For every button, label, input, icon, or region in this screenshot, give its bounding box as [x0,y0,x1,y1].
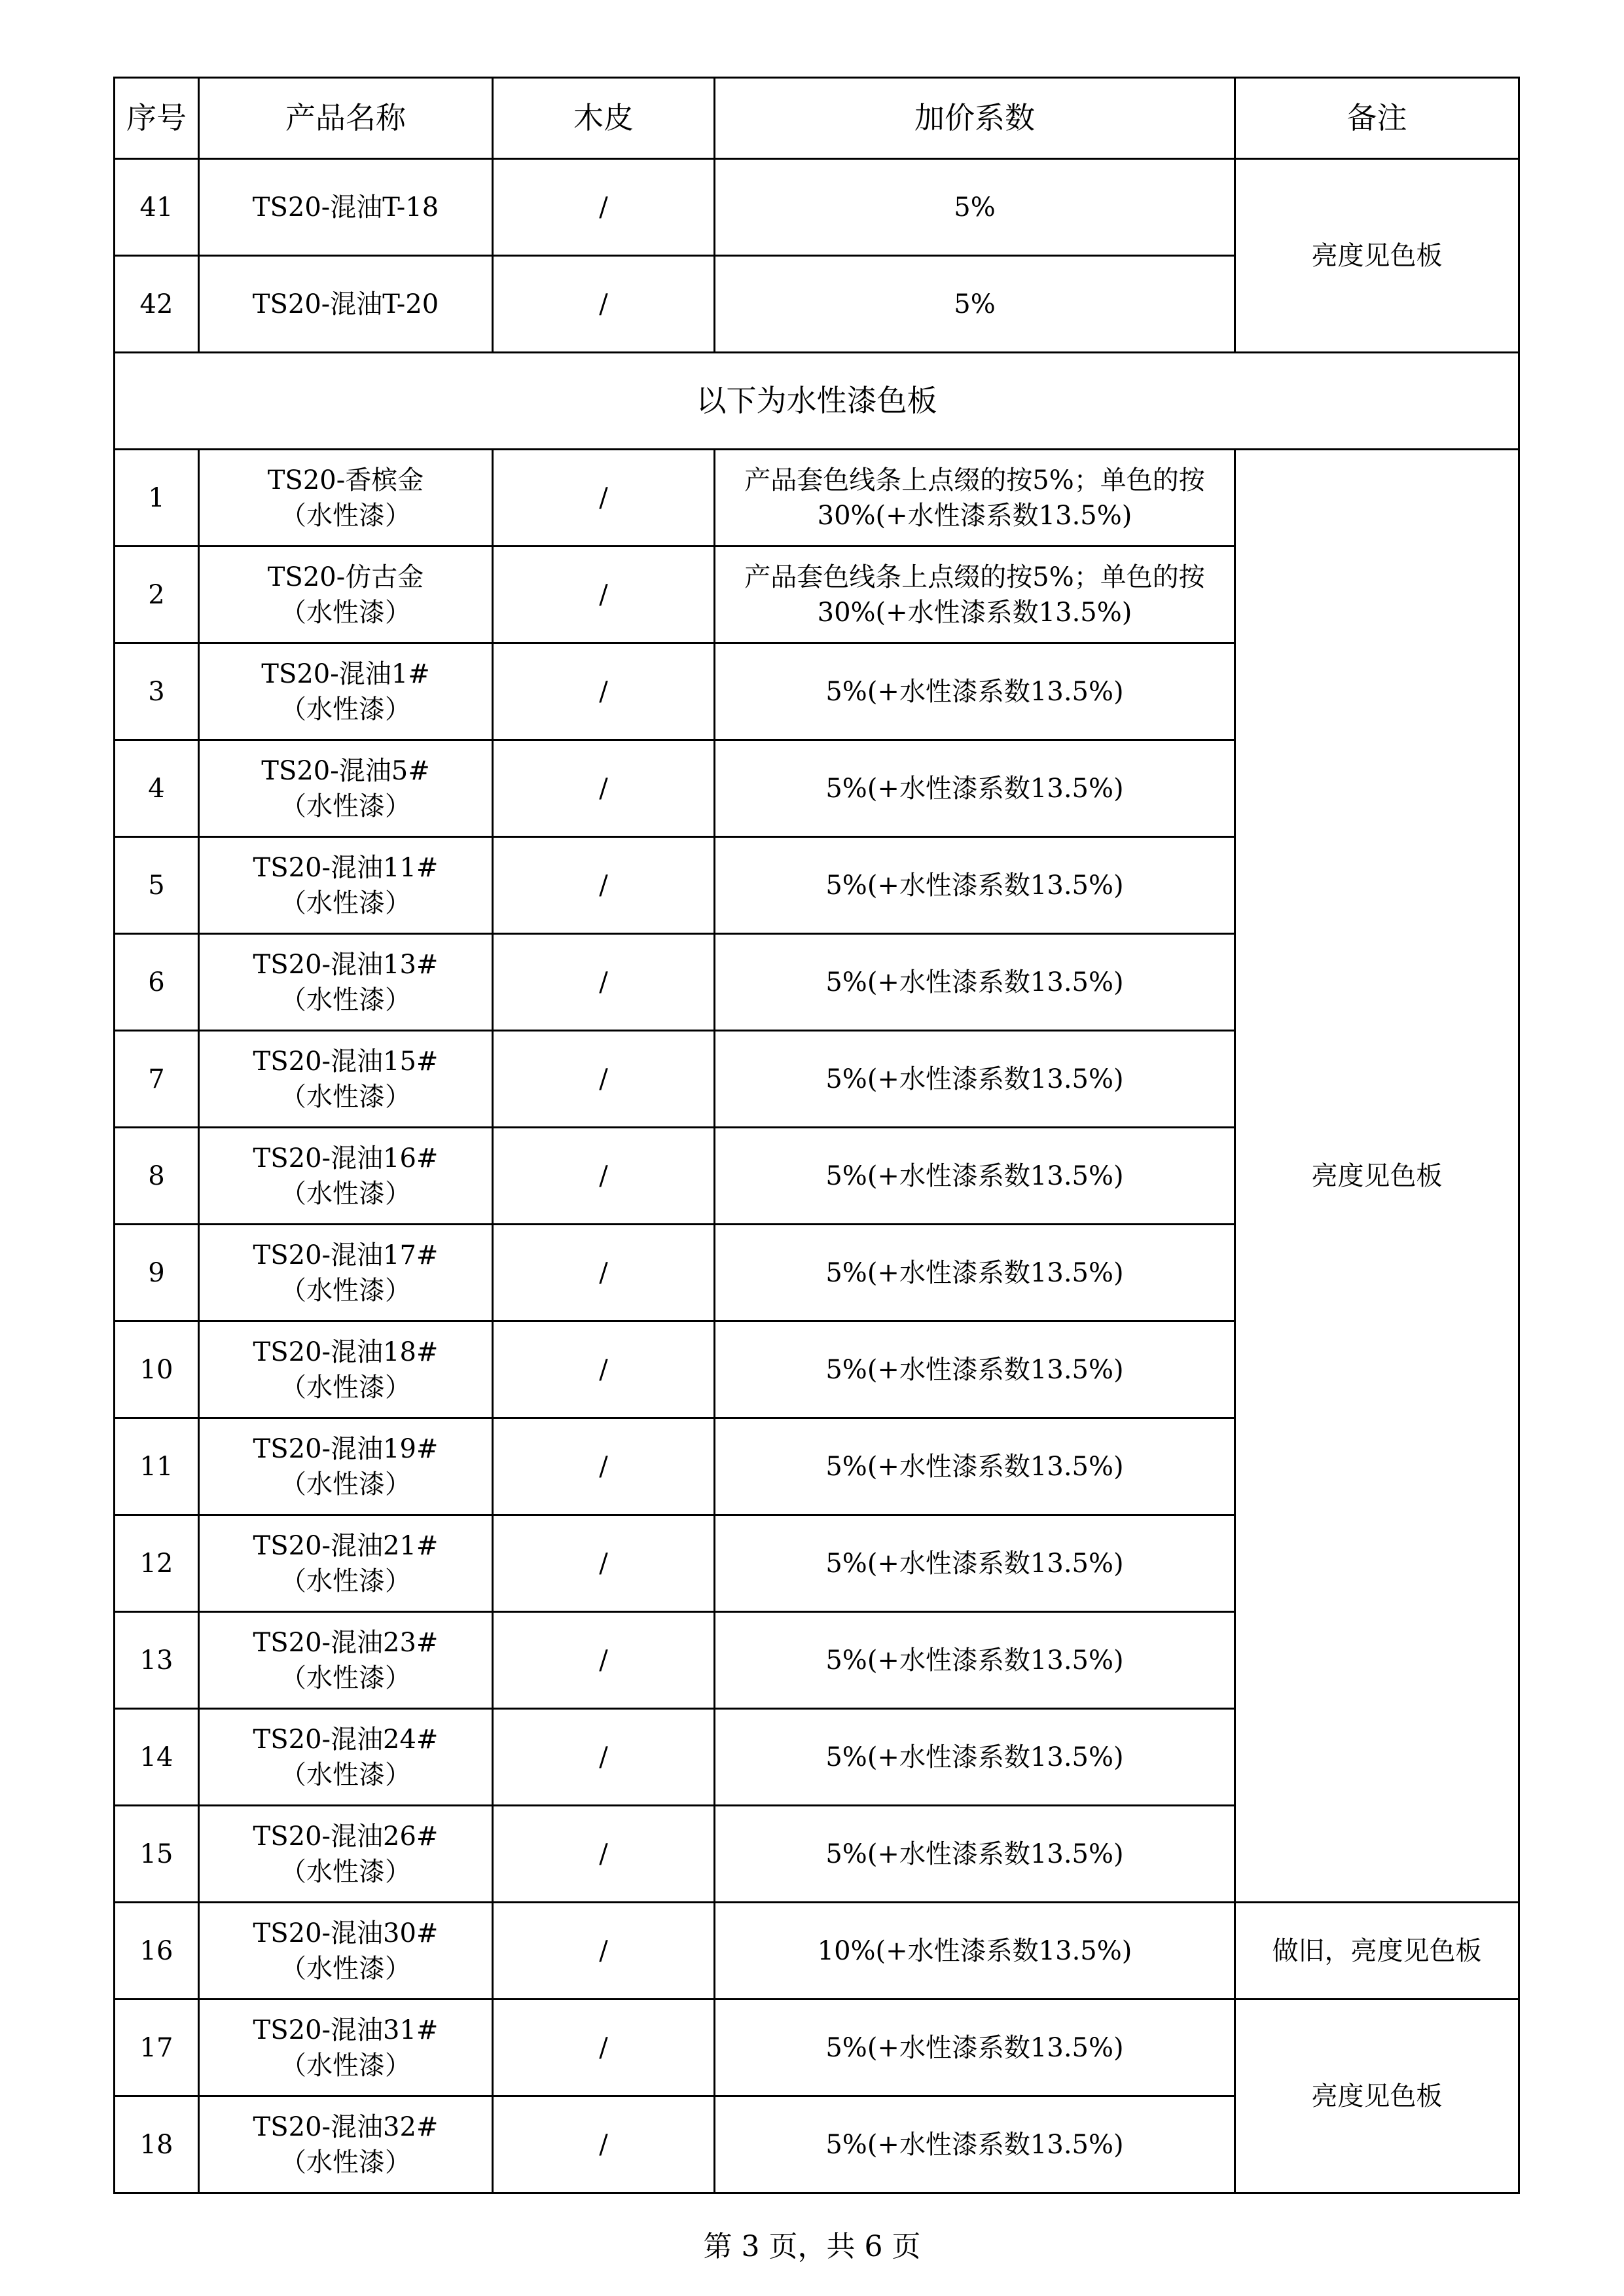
product-name-line1: TS20-混油31# [253,2015,439,2045]
cell-veneer: / [493,256,715,353]
cell-veneer: / [493,159,715,256]
cell-product-name: TS20-混油T-18 [199,159,493,256]
product-name-line1: TS20-混油19# [253,1433,439,1464]
cell-seq: 16 [115,1903,199,2000]
product-name-line2: （水性漆） [280,597,411,628]
product-name-line1: TS20-混油13# [253,949,439,980]
cell-product-name [199,450,493,547]
cell-seq: 1 [115,450,199,547]
header-product-name: 产品名称 [199,78,493,159]
product-name-line1: TS20-混油21# [253,1530,439,1561]
price-table [113,77,1520,2194]
cell-veneer: / [493,643,715,740]
cell-price-coefficient: 5%(+水性漆系数13.5%) [715,740,1235,837]
cell-veneer: / [493,547,715,643]
cell-product-name [199,1418,493,1515]
product-name-line2: （水性漆） [280,1759,411,1790]
product-name-line2: （水性漆） [280,2050,411,2081]
cell-seq: 8 [115,1128,199,1225]
cell-price-coefficient: 5% [715,159,1235,256]
cell-product-name [199,2096,493,2193]
product-name-line2: （水性漆） [280,1566,411,1596]
product-name-line2: （水性漆） [280,1178,411,1209]
cell-product-name [199,2000,493,2096]
product-name-line1: TS20-混油5# [261,755,430,786]
product-name-line2: （水性漆） [280,2147,411,2178]
cell-product-name [199,1321,493,1418]
cell-veneer: / [493,2096,715,2193]
page-footer: 第 3 页，共 6 页 [703,2230,921,2263]
header-veneer: 木皮 [493,78,715,159]
product-name-line2: （水性漆） [280,984,411,1015]
table-row [115,159,1519,256]
product-name-line1: TS20-混油17# [253,1240,439,1270]
cell-product-name [199,1031,493,1128]
product-name-line1: TS20-混油23# [253,1627,439,1658]
cell-seq: 18 [115,2096,199,2193]
cell-seq: 42 [115,256,199,353]
cell-price-coefficient: 5%(+水性漆系数13.5%) [715,1709,1235,1806]
cell-veneer: / [493,2000,715,2096]
cell-seq: 5 [115,837,199,934]
product-name-line1: TS20-混油30# [253,1918,439,1948]
cell-price-coefficient: 5%(+水性漆系数13.5%) [715,1128,1235,1225]
cell-price-coefficient: 5%(+水性漆系数13.5%) [715,1321,1235,1418]
product-name-line2: （水性漆） [280,1469,411,1499]
cell-seq: 13 [115,1612,199,1709]
cell-price-coefficient: 5%(+水性漆系数13.5%) [715,2096,1235,2193]
cell-veneer: / [493,1903,715,2000]
cell-price-coefficient: 5%(+水性漆系数13.5%) [715,837,1235,934]
cell-veneer: / [493,1418,715,1515]
cell-price-coefficient: 产品套色线条上点缀的按5%；单色的按30%(+水性漆系数13.5%) [715,450,1235,547]
cell-product-name [199,837,493,934]
product-name-line2: （水性漆） [280,1953,411,1984]
cell-product-name [199,1903,493,2000]
product-name-line1: TS20-仿古金 [267,562,424,592]
table-row [115,1903,1519,2000]
cell-product-name [199,547,493,643]
product-name-line1: TS20-香槟金 [267,465,424,495]
product-name-line1: TS20-混油24# [253,1724,439,1755]
cell-seq: 41 [115,159,199,256]
cell-product-name [199,1612,493,1709]
product-name-line2: （水性漆） [280,1081,411,1112]
cell-veneer: / [493,1612,715,1709]
cell-veneer: / [493,1321,715,1418]
header-price-coefficient: 加价系数 [715,78,1235,159]
product-name-line2: （水性漆） [280,1662,411,1693]
cell-note: 亮度见色板 [1235,159,1519,353]
header-note: 备注 [1235,78,1519,159]
cell-veneer: / [493,1225,715,1321]
cell-product-name [199,1515,493,1612]
header-row [115,78,1519,159]
cell-seq: 15 [115,1806,199,1903]
cell-seq: 10 [115,1321,199,1418]
product-name-line1: TS20-混油1# [261,658,430,689]
cell-note: 亮度见色板 [1235,2000,1519,2193]
cell-product-name: TS20-混油T-20 [199,256,493,353]
section-row [115,353,1519,450]
cell-seq: 3 [115,643,199,740]
cell-veneer: / [493,934,715,1031]
product-name-line1: TS20-混油26# [253,1821,439,1852]
cell-product-name [199,1128,493,1225]
cell-product-name [199,1225,493,1321]
product-name-line1: TS20-混油15# [253,1046,439,1077]
cell-seq: 7 [115,1031,199,1128]
cell-price-coefficient: 产品套色线条上点缀的按5%；单色的按30%(+水性漆系数13.5%) [715,547,1235,643]
product-name-line2: （水性漆） [280,694,411,725]
cell-seq: 11 [115,1418,199,1515]
cell-seq: 17 [115,2000,199,2096]
product-name-line2: （水性漆） [280,888,411,918]
cell-note: 亮度见色板 [1235,450,1519,1903]
cell-product-name [199,934,493,1031]
cell-seq: 14 [115,1709,199,1806]
cell-seq: 6 [115,934,199,1031]
cell-price-coefficient: 5%(+水性漆系数13.5%) [715,1806,1235,1903]
product-name-line2: （水性漆） [280,1856,411,1887]
cell-price-coefficient: 5% [715,256,1235,353]
product-name-line1: TS20-混油16# [253,1143,439,1174]
product-name-line1: TS20-混油18# [253,1336,439,1367]
cell-price-coefficient: 5%(+水性漆系数13.5%) [715,1225,1235,1321]
cell-price-coefficient: 5%(+水性漆系数13.5%) [715,1612,1235,1709]
cell-veneer: / [493,740,715,837]
cell-veneer: / [493,1709,715,1806]
product-name-line1: TS20-混油32# [253,2111,439,2142]
cell-veneer: / [493,1515,715,1612]
cell-veneer: / [493,837,715,934]
cell-seq: 9 [115,1225,199,1321]
cell-price-coefficient: 5%(+水性漆系数13.5%) [715,934,1235,1031]
product-name-line2: （水性漆） [280,791,411,821]
product-name-line2: （水性漆） [280,500,411,531]
cell-price-coefficient: 5%(+水性漆系数13.5%) [715,1515,1235,1612]
product-name-line1: TS20-混油11# [253,852,439,883]
cell-product-name [199,643,493,740]
cell-seq: 4 [115,740,199,837]
cell-price-coefficient: 5%(+水性漆系数13.5%) [715,2000,1235,2096]
cell-price-coefficient: 10%(+水性漆系数13.5%) [715,1903,1235,2000]
cell-veneer: / [493,450,715,547]
cell-veneer: / [493,1128,715,1225]
cell-price-coefficient: 5%(+水性漆系数13.5%) [715,1031,1235,1128]
cell-price-coefficient: 5%(+水性漆系数13.5%) [715,1418,1235,1515]
product-name-line2: （水性漆） [280,1372,411,1403]
cell-price-coefficient: 5%(+水性漆系数13.5%) [715,643,1235,740]
cell-note: 做旧，亮度见色板 [1235,1903,1519,2000]
cell-veneer: / [493,1806,715,1903]
cell-seq: 12 [115,1515,199,1612]
section-title: 以下为水性漆色板 [115,353,1519,450]
cell-veneer: / [493,1031,715,1128]
table-row [115,2000,1519,2096]
cell-product-name [199,1709,493,1806]
table-row [115,450,1519,547]
cell-product-name [199,740,493,837]
cell-seq: 2 [115,547,199,643]
product-name-line2: （水性漆） [280,1275,411,1306]
header-seq: 序号 [115,78,199,159]
cell-product-name [199,1806,493,1903]
